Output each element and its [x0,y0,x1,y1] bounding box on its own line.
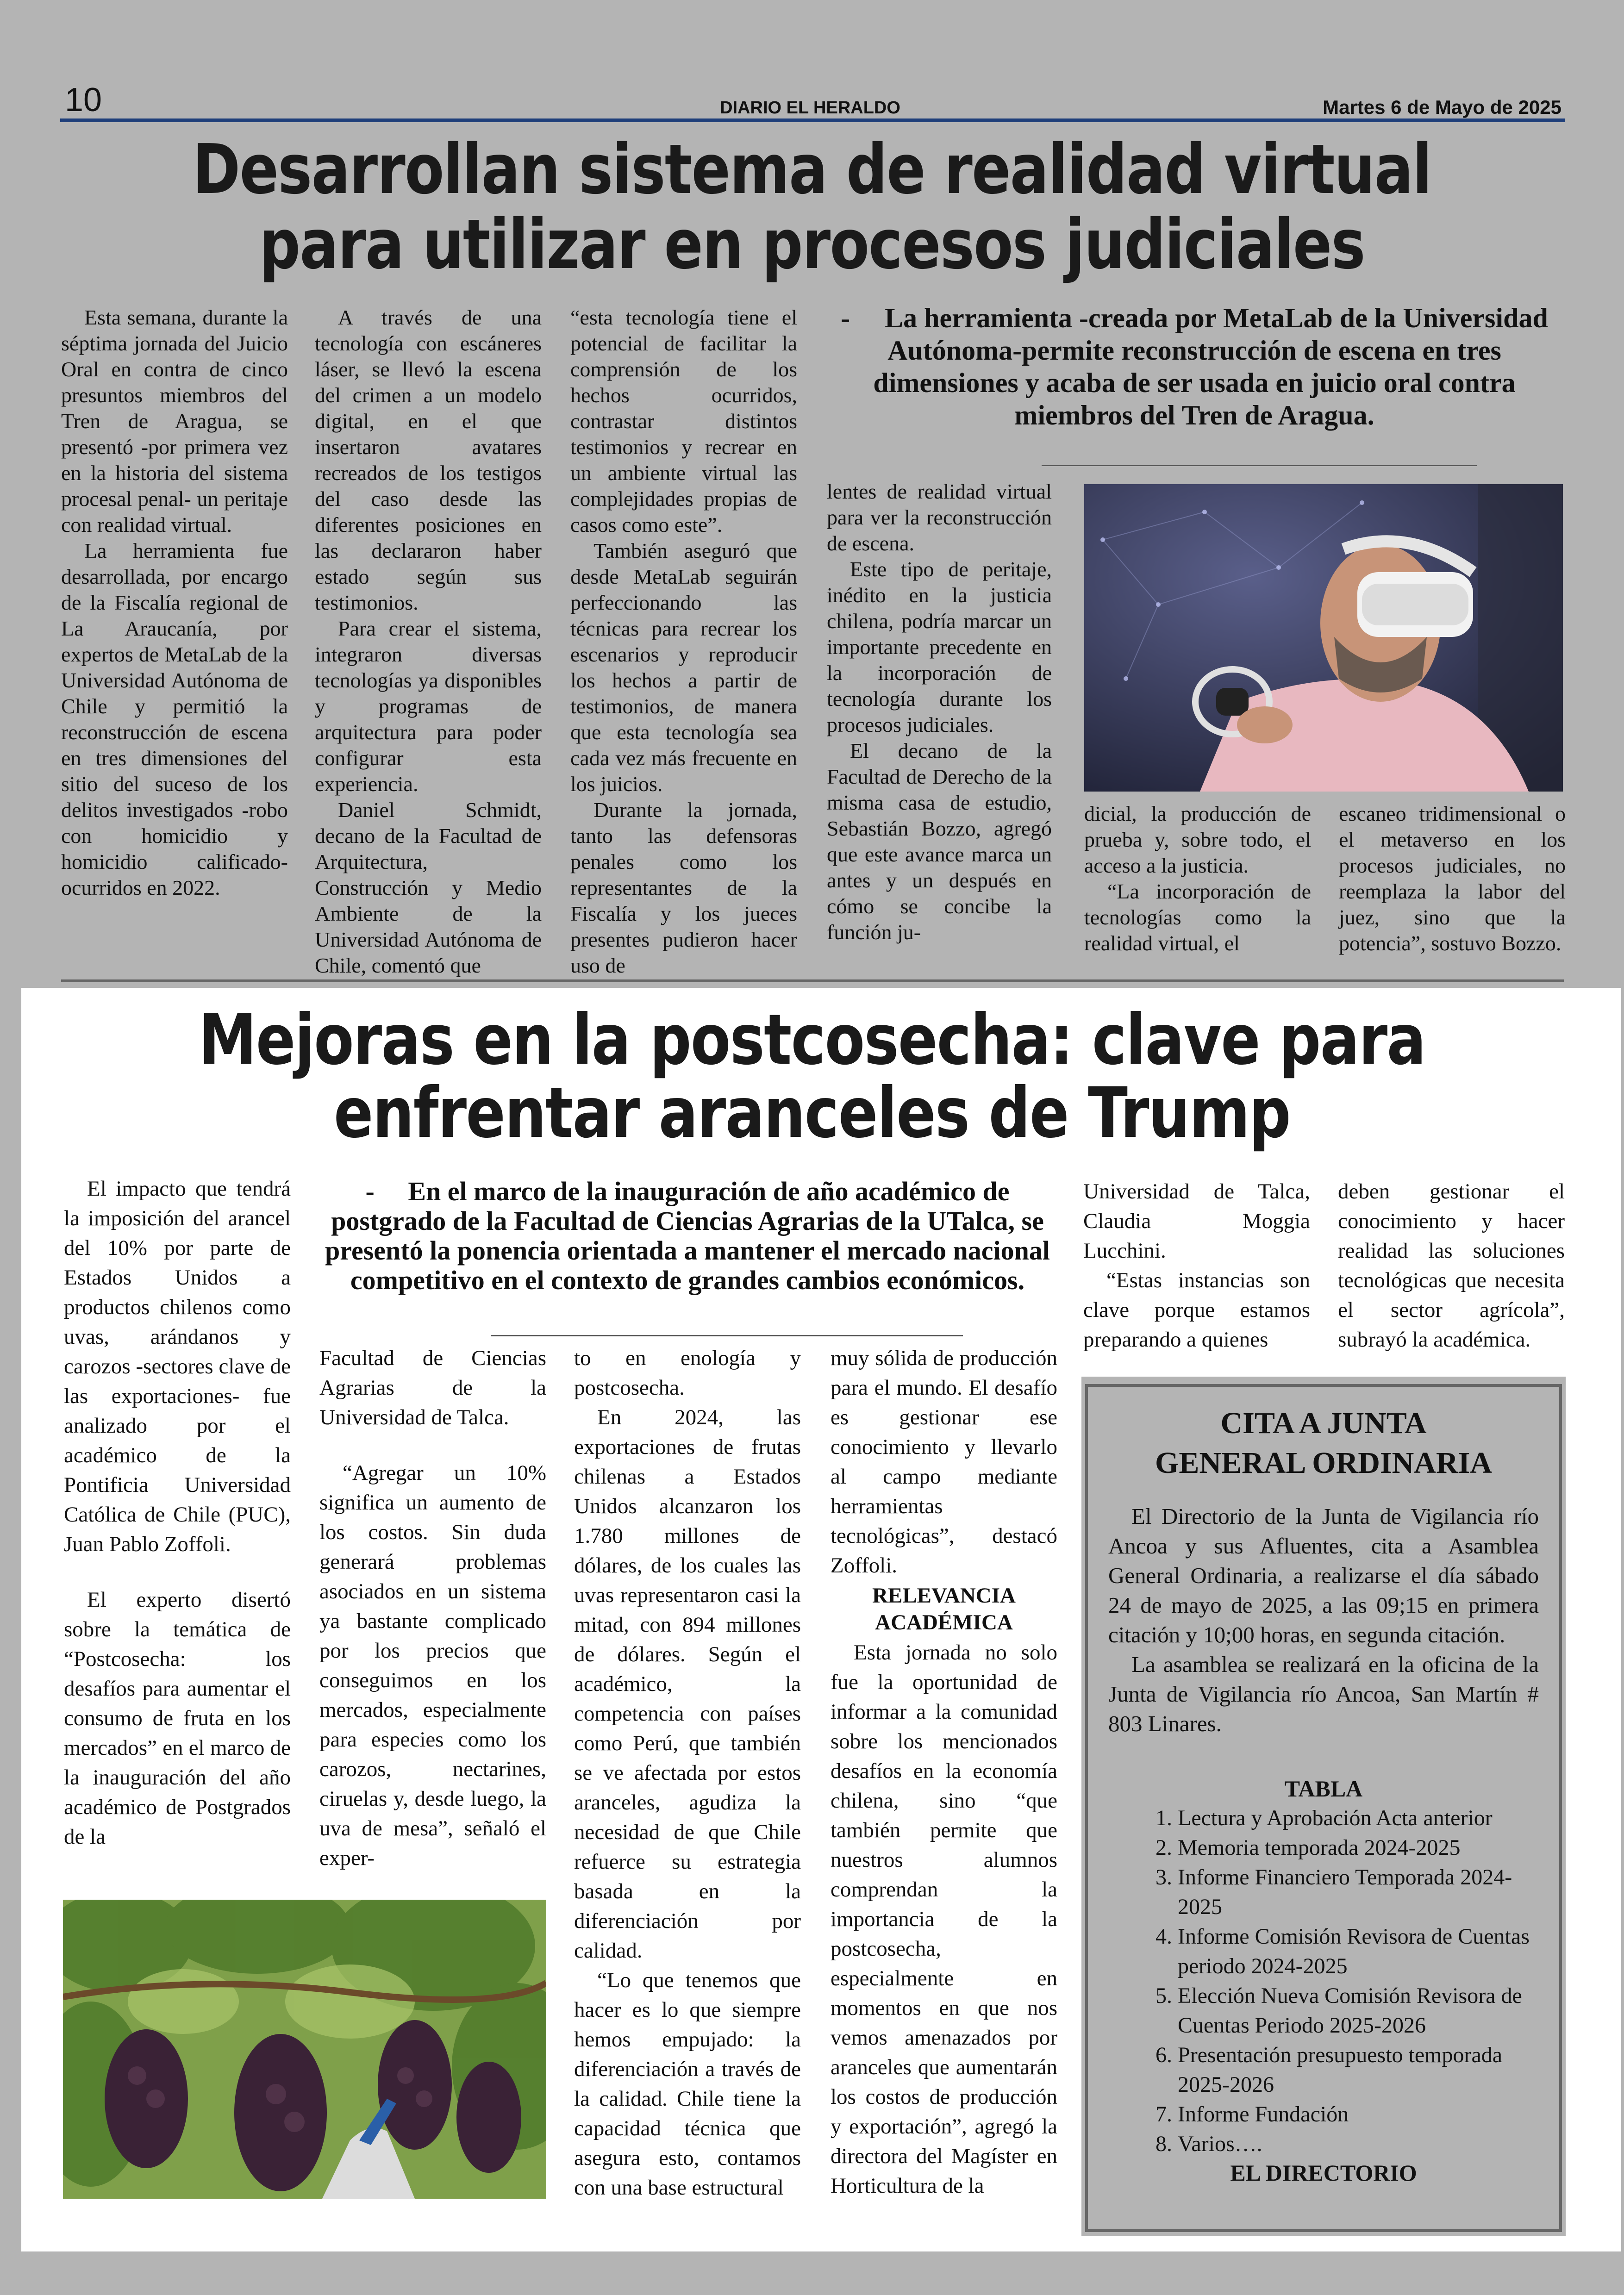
notice-paragraph: La asamblea se realizará en la oficina de la Junta de Vigilancia río Ancoa, San Martín # 803 Linares. [1108,1652,1539,1736]
paragraph: El decano de la Facultad de Derecho de la misma casa de estudio, Sebastián Bozzo, agregó que este avance marca un antes y un después en cómo se concibe la función ju- [827,739,1052,944]
paragraph: También aseguró que desde MetaLab seguirán perfeccionando las técnicas para recrear los escenarios y reproducir los hechos a partir de testimonios, de manera que esta tecnología sea cada vez más frecuente en los juicios. [570,539,797,796]
paragraph: “esta tecnología tiene el potencial de facilitar la comprensión de los hechos ocurridos, contrastar distintos testimonios y recrear en un ambiente virtual las complejidades propias de casos como este”. [570,306,797,536]
paragraph: “Agregar un 10% significa un aumento de los costos. Sin duda generará problemas asociados en un sistema ya bastante complicado por los precios que conseguimos en los mercados, especialmente para especies como los carozos, nectarines, ciruelas y, desde luego, la uva de mesa”, señaló el exper- [319,1461,546,1870]
notice-signature: EL DIRECTORIO [1230,2160,1417,2186]
article2-column-4 [831,1343,1057,2201]
paragraph: Facultad de Ciencias Agrarias de la Universidad de Talca. [319,1346,546,1429]
article2-deck [319,1177,1056,1295]
vr-headset-photo [1084,484,1563,792]
paper-name: DIARIO EL HERALDO [720,98,900,118]
notice-box [1085,1384,1562,2232]
paragraph: A través de una tecnología con escáneres láser, se llevó la escena del crimen a un modelo digital, en el que insertaron avatares recreados de los testigos del caso desde las diferentes posiciones en las declararon haber estado según sus testimonios. [315,306,542,614]
deck-dash: - [365,1176,408,1206]
article2-headline [184,1000,1440,1154]
paragraph: dicial, la producción de prueba y, sobre todo, el acceso a la justicia. [1084,802,1311,877]
paragraph: to en enología y postcosecha. [574,1346,801,1400]
notice-title: CITA A JUNTA GENERAL ORDINARIA [1155,1406,1492,1480]
paragraph: escaneo tridimensional o el metaverso en los procesos judiciales, no reemplaza la labor del juez, sino que la potencia”, sostuvo Bozzo. [1339,802,1566,955]
agenda-item: 3. Informe Financiero Temporada 2024-2025 [1178,1863,1539,1922]
grape-harvest-photo [63,1900,546,2199]
agenda-title: TABLA [1284,1776,1363,1802]
article1-column-6 [1339,801,1566,956]
article1-headline-line1: Desarrollan sistema de realidad virtual [193,130,1431,209]
article2-column-1 [64,1174,291,1852]
article1-column-2 [315,305,542,979]
agenda-item: 4. Informe Comisión Revisora de Cuentas periodo 2024-2025 [1178,1922,1539,1981]
paragraph: El impacto que tendrá la imposición del arancel del 10% por parte de Estados Unidos a productos chilenos como uvas, arándanos y carozos -sectores clave de las exportaciones- fue analizado por el académico de la Pontificia Universidad Católica de Chile (PUC), Juan Pablo Zoffoli. [64,1177,291,1556]
article2-headline-line2: enfrentar aranceles de Trump [333,1073,1290,1154]
agenda-item: 6. Presentación presupuesto temporada 2025-2026 [1178,2040,1539,2100]
deck-dash: - [841,303,885,333]
notice-body [1108,1502,1539,1739]
page-number: 10 [65,81,102,118]
subhead-relevancia: RELEVANCIA ACADÉMICA [872,1584,1016,1634]
paragraph: Esta semana, durante la séptima jornada del Juicio Oral en contra de cinco presuntos miembros del Tren de Aragua, se presentó -por primera vez en la historia del sistema procesal penal- un peritaje con realidad virtual. [61,306,288,536]
agenda-item: 5. Elección Nueva Comisión Revisora de Cuentas Periodo 2025-2026 [1178,1981,1539,2040]
notice-paragraph: El Directorio de la Junta de Vigilancia río Ancoa y sus Afluentes, cita a Asamblea General Ordinaria, a realizarse el día sábado 24 de mayo de 2025, a las 09;15 en primera citación y 10;00 horas, en segunda citación. [1108,1503,1539,1647]
article1-column-4 [827,479,1052,945]
article1-deck [833,302,1555,431]
article1-column-5 [1084,801,1311,956]
paragraph: “Lo que tenemos que hacer es lo que siempre hemos empujado: la diferenciación a través de la calidad. Chile tiene la capacidad técnica que asegura esto, contamos con una base estructural [574,1968,801,2200]
article1-headline-line2: para utilizar en procesos judiciales [259,205,1365,284]
paragraph: “La incorporación de tecnologías como la realidad virtual, el [1084,879,1311,955]
header-rule [60,118,1565,122]
article1-headline [184,132,1440,282]
paragraph: deben gestionar el conocimiento y hacer realidad las soluciones tecnológicas que necesita el sector agrícola”, subrayó la académica. [1338,1179,1565,1352]
section-divider [61,979,1564,982]
paragraph: Para crear el sistema, integraron diversas tecnologías ya disponibles y programas de arquitectura para poder configurar esta experiencia. [315,617,542,796]
article2-deck-rule [491,1335,963,1336]
agenda-item: 2. Memoria temporada 2024-2025 [1178,1833,1539,1863]
article1-column-3 [570,305,797,979]
article1-column-1 [61,305,288,901]
paragraph: Universidad de Talca, Claudia Moggia Lucchini. [1083,1179,1310,1263]
agenda-item: 7. Informe Fundación [1178,2100,1539,2129]
paragraph: Durante la jornada, tanto las defensoras penales como los representantes de la Fiscalía y los jueces presentes pudieron hacer uso de [570,798,797,977]
article1-deck-text: La herramienta -creada por MetaLab de la Universidad Autónoma-permite reconstrucción de escena en tres dimensiones y acaba de ser usada en juicio oral contra miembros del Tren de Aragua. [873,303,1548,430]
paragraph: “Estas instancias son clave porque estamos preparando a quienes [1083,1268,1310,1352]
paragraph: muy sólida de producción para el mundo. El desafío es gestionar ese conocimiento y llevarlo al campo mediante herramientas tecnológicas”, destacó Zoffoli. [831,1346,1057,1578]
paragraph: lentes de realidad virtual para ver la reconstrucción de escena. [827,480,1052,555]
paragraph: El experto disertó sobre la temática de “Postcosecha: los desafíos para aumentar el consumo de fruta en los mercados” en el marco de la inauguración del año académico de Postgrados de la [64,1588,291,1849]
agenda-item: 8. Varios…. [1178,2129,1539,2159]
paragraph: Esta jornada no solo fue la oportunidad de informar a la comunidad sobre los mencionados desafíos en la economía chilena, sino “que también permite que nuestros alumnos comprendan la importancia de la postcosecha, especialmente en momentos en que nos vemos amenazados por aranceles que aumentarán los costos de producción y exportación”, agregó la directora del Magíster en Horticultura de la [831,1640,1057,2198]
paragraph: En 2024, las exportaciones de frutas chilenas a Estados Unidos alcanzaron los 1.780 millones de dólares, de los cuales las uvas representaron casi la mitad, con 894 millones de dólares. Según el académico, la competencia con países como Perú, que también se ve afectada por estos aranceles, agudiza la necesidad de que Chile refuerce su estrategia basada en la diferenciación por calidad. [574,1405,801,1963]
article2-column-6 [1338,1177,1565,1354]
article2-column-2 [319,1343,546,1873]
agenda-list [1108,1803,1539,2159]
article2-deck-text: En el marco de la inauguración de año académico de postgrado de la Facultad de Ciencias Agrarias de la UTalca, se presentó la ponencia orientada a mantener el mercado nacional competitivo en el contexto de grandes cambios económicos. [325,1176,1050,1295]
paragraph: Este tipo de peritaje, inédito en la justicia chilena, podría marcar un importante precedente en la incorporación de tecnología durante los procesos judiciales. [827,557,1052,736]
article1-deck-rule [1042,465,1477,466]
article2-headline-line1: Mejoras en la postcosecha: clave para [199,1000,1425,1080]
article2-column-5 [1083,1177,1310,1354]
paragraph: Daniel Schmidt, decano de la Facultad de Arquitectura, Construcción y Medio Ambiente de la Universidad Autónoma de Chile, comentó que [315,798,542,977]
issue-date: Martes 6 de Mayo de 2025 [1323,96,1562,118]
paragraph: La herramienta fue desarrollada, por encargo de la Fiscalía regional de La Araucanía, por expertos de MetaLab de la Universidad Autónoma de Chile y permitió la reconstrucción de escena en tres dimensiones del sitio del suceso de los delitos investigados -robo con homicidio y homicidio calificado- ocurridos en 2022. [61,539,288,899]
article2-column-3 [574,1343,801,2202]
agenda-item: 1. Lectura y Aprobación Acta anterior [1178,1803,1539,1833]
